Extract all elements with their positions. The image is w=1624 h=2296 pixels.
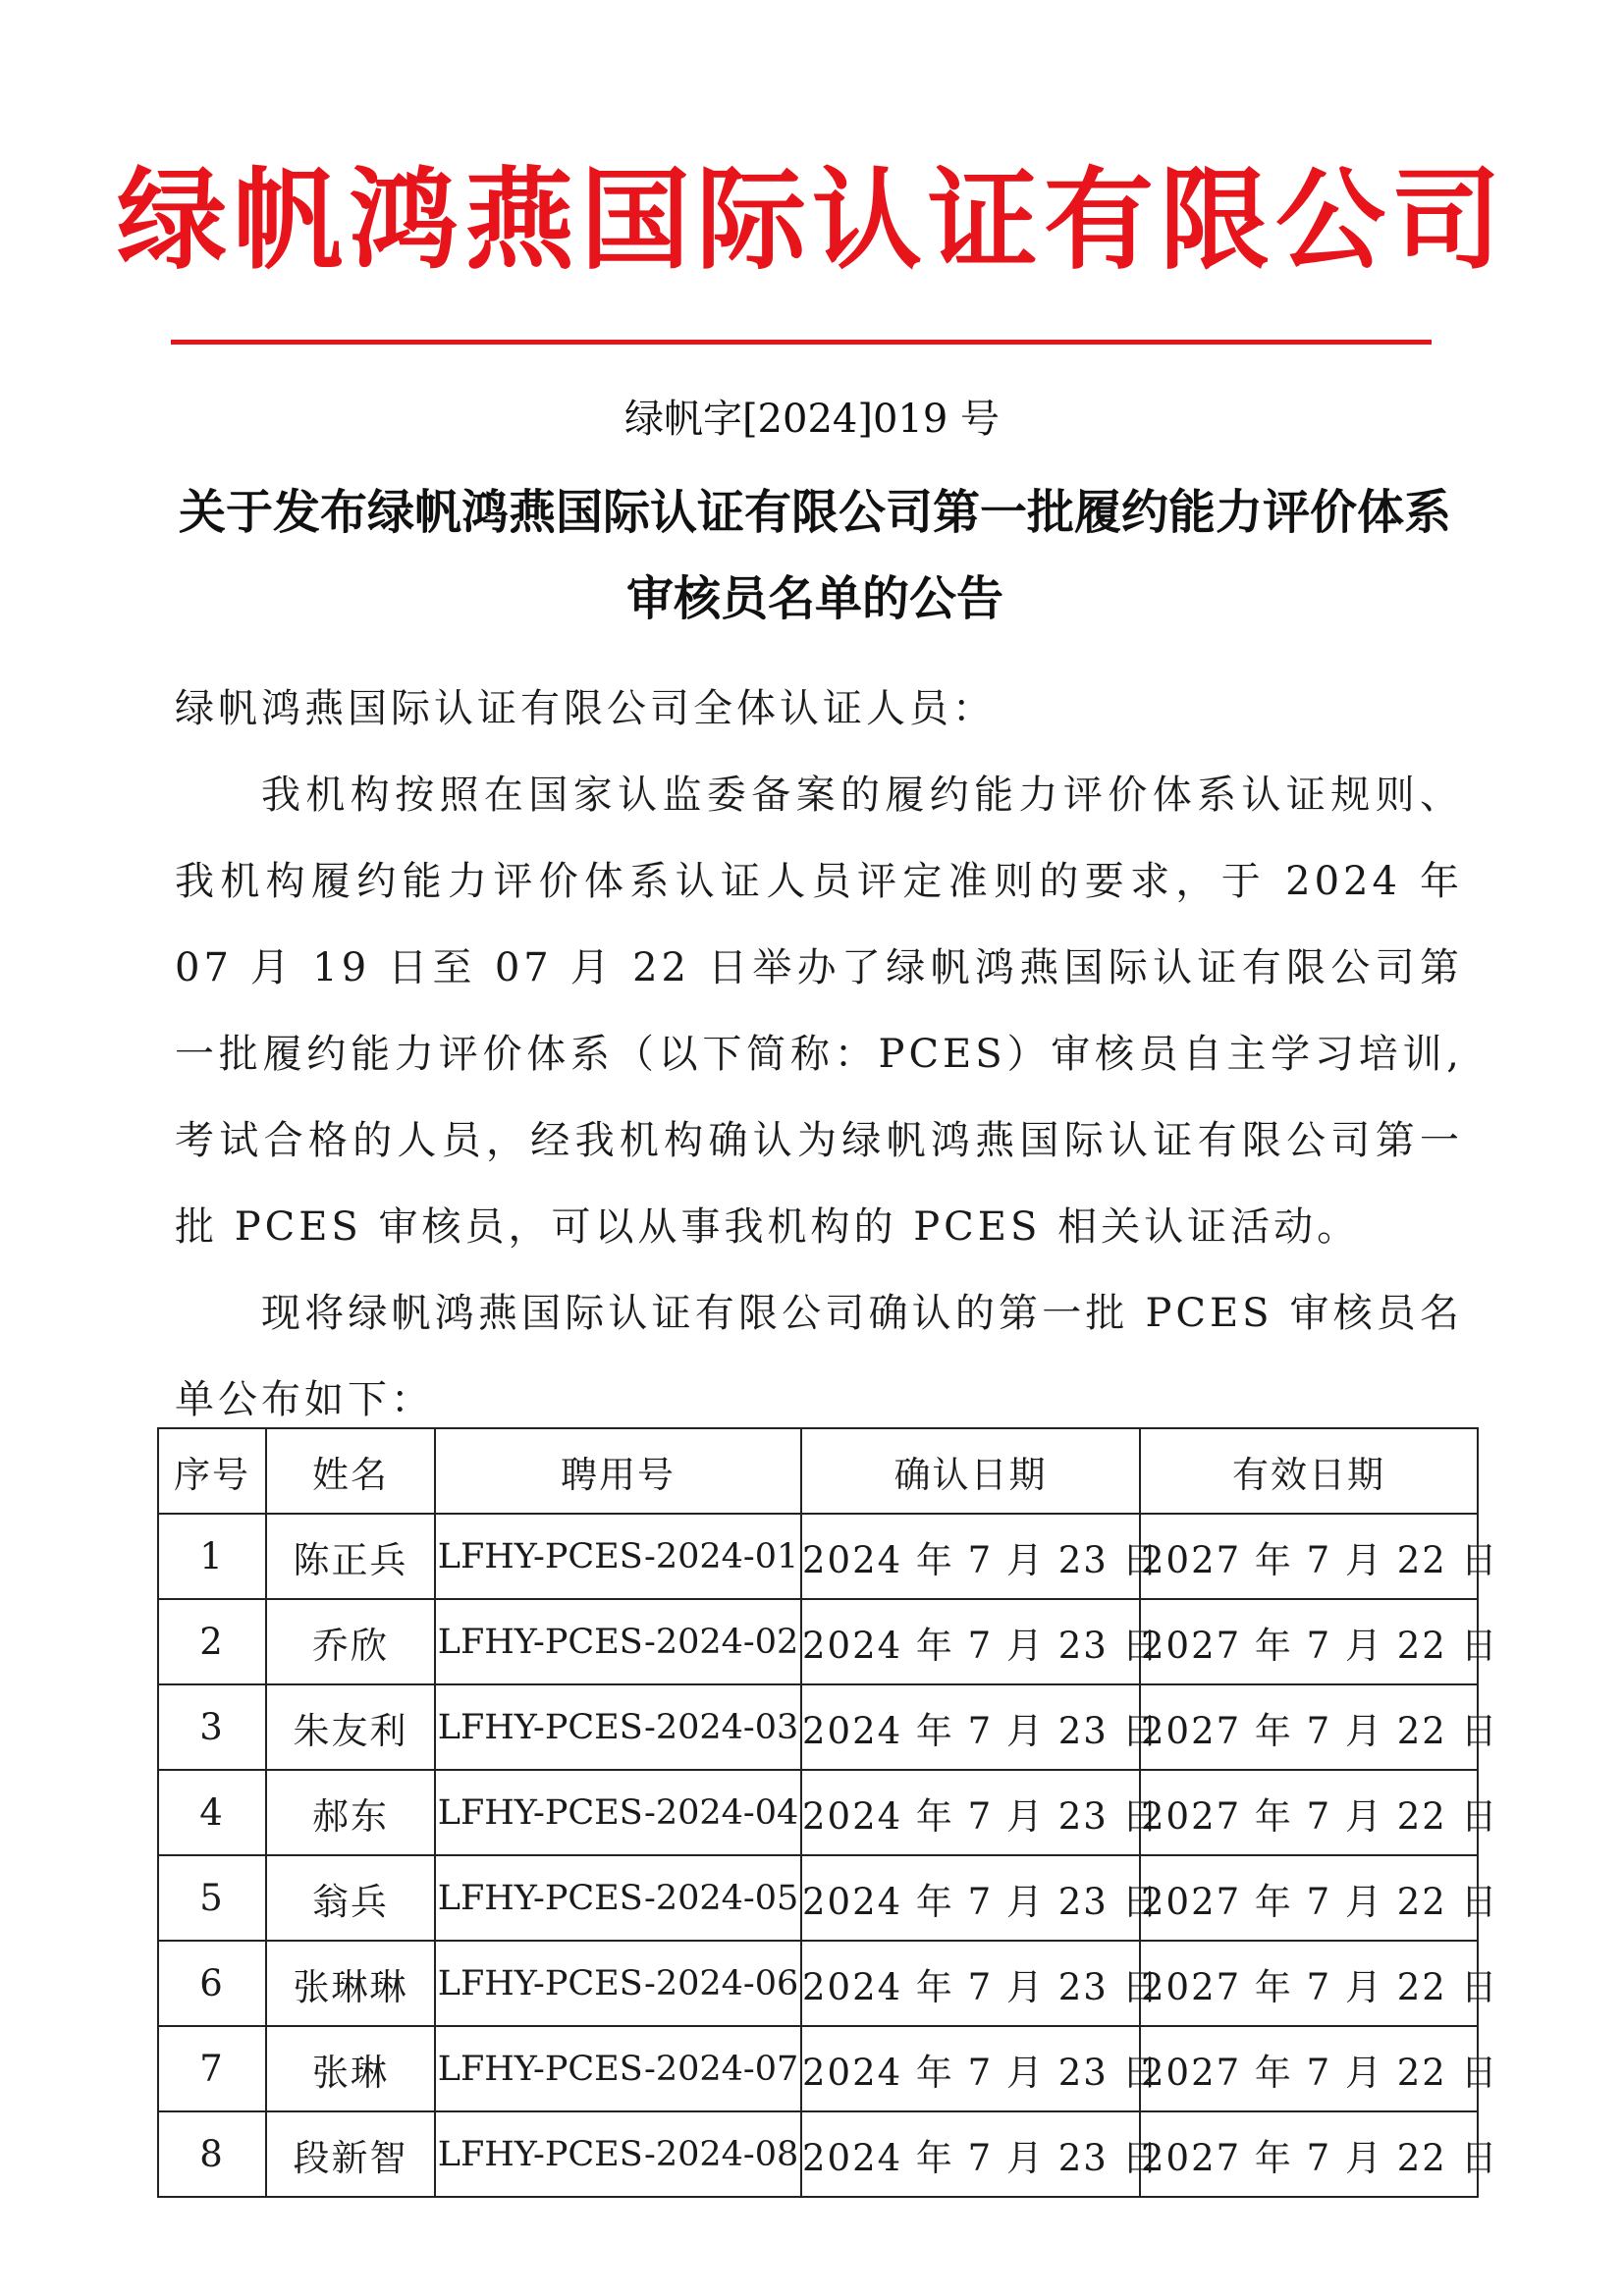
cell-name: 陈正兵 [266,1514,435,1599]
table-row [158,1684,1478,1770]
cell-employment-no: LFHY-PCES-2024-06 [435,1941,801,2026]
cell-valid-date: 2027 年 7 月 22 日 [1140,1770,1478,1855]
table-row [158,1770,1478,1855]
cell-employment-no: LFHY-PCES-2024-04 [435,1770,801,1855]
cell-confirm-date: 2024 年 7 月 23 日 [801,1941,1140,2026]
company-letterhead: 绿帆鸿燕国际认证有限公司 [117,156,1507,285]
cell-name: 乔欣 [266,1599,435,1684]
cell-index: 5 [158,1855,266,1941]
cell-valid-date: 2027 年 7 月 22 日 [1140,1514,1478,1599]
header-valid-date: 有效日期 [1140,1428,1478,1514]
cell-index: 4 [158,1770,266,1855]
cell-valid-date: 2027 年 7 月 22 日 [1140,1941,1478,2026]
body-paragraph-2: 现将绿帆鸿燕国际认证有限公司确认的第一批 PCES 审核员名单公布如下： [175,1291,1463,1422]
cell-index: 7 [158,2026,266,2111]
table-row [158,1599,1478,1684]
body-paragraph-1: 我机构按照在国家认监委备案的履约能力评价体系认证规则、我机构履约能力评价体系认证人员评定准则的要求，于 2024 年 07 月 19 日至 07 月 22 日举办了绿帆鸿燕国际认证有限公司第一批履约能力评价体系（以下简称：PCES）审核员自主学习培训,考试合格的人员，经我机构确认为绿帆鸿燕国际认证有限公司第一批 PCES 审核员，可以从事我机构的 PCES 相关认证活动。 [175,773,1463,1250]
table-header-row [158,1428,1478,1514]
cell-index: 8 [158,2111,266,2197]
cell-name: 郝东 [266,1770,435,1855]
cell-employment-no: LFHY-PCES-2024-01 [435,1514,801,1599]
letterhead-divider [171,340,1432,345]
cell-confirm-date: 2024 年 7 月 23 日 [801,2111,1140,2197]
announcement-body [175,666,1463,1443]
cell-employment-no: LFHY-PCES-2024-07 [435,2026,801,2111]
cell-confirm-date: 2024 年 7 月 23 日 [801,1684,1140,1770]
header-employment-no: 聘用号 [435,1428,801,1514]
cell-valid-date: 2027 年 7 月 22 日 [1140,2111,1478,2197]
cell-valid-date: 2027 年 7 月 22 日 [1140,1599,1478,1684]
cell-valid-date: 2027 年 7 月 22 日 [1140,2026,1478,2111]
cell-name: 张琳琳 [266,1941,435,2026]
document-title: 关于发布绿帆鸿燕国际认证有限公司第一批履约能力评价体系审核员名单的公告 [178,485,1451,626]
salutation: 绿帆鸿燕国际认证有限公司全体认证人员： [175,686,996,731]
cell-valid-date: 2027 年 7 月 22 日 [1140,1855,1478,1941]
auditor-roster-table [157,1427,1499,2198]
cell-name: 段新智 [266,2111,435,2197]
table-row [158,2026,1478,2111]
cell-name: 翁兵 [266,1855,435,1941]
cell-confirm-date: 2024 年 7 月 23 日 [801,1514,1140,1599]
cell-name: 朱友利 [266,1684,435,1770]
cell-index: 2 [158,1599,266,1684]
cell-employment-no: LFHY-PCES-2024-05 [435,1855,801,1941]
header-index: 序号 [158,1428,266,1514]
cell-valid-date: 2027 年 7 月 22 日 [1140,1684,1478,1770]
cell-confirm-date: 2024 年 7 月 23 日 [801,1770,1140,1855]
table-row [158,1514,1478,1599]
cell-index: 6 [158,1941,266,2026]
cell-confirm-date: 2024 年 7 月 23 日 [801,1855,1140,1941]
header-name: 姓名 [266,1428,435,1514]
cell-name: 张琳 [266,2026,435,2111]
document-number: 绿帆字[2024]019 号 [623,397,1001,442]
cell-confirm-date: 2024 年 7 月 23 日 [801,1599,1140,1684]
header-confirm-date: 确认日期 [801,1428,1140,1514]
table-row [158,1855,1478,1941]
cell-index: 3 [158,1684,266,1770]
cell-employment-no: LFHY-PCES-2024-08 [435,2111,801,2197]
cell-index: 1 [158,1514,266,1599]
cell-employment-no: LFHY-PCES-2024-03 [435,1684,801,1770]
table-row [158,2111,1478,2197]
cell-employment-no: LFHY-PCES-2024-02 [435,1599,801,1684]
cell-confirm-date: 2024 年 7 月 23 日 [801,2026,1140,2111]
table-row [158,1941,1478,2026]
